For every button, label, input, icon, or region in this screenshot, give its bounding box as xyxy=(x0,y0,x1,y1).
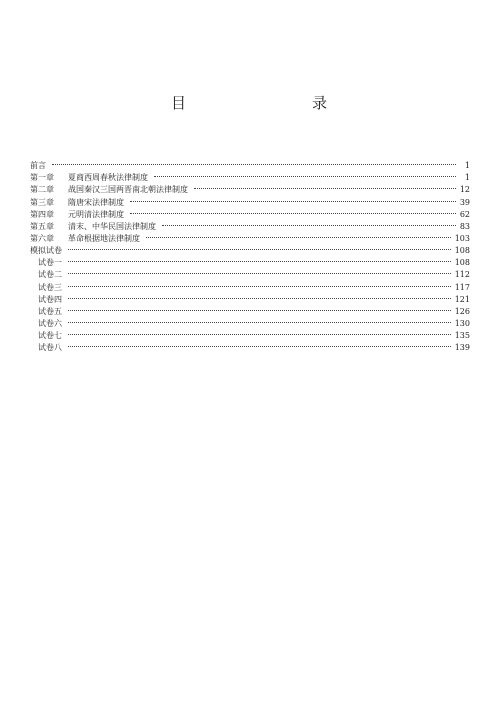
dot-leader xyxy=(146,229,451,241)
dot-leader xyxy=(68,277,451,289)
toc-entry-label xyxy=(38,306,68,318)
toc-entry-label xyxy=(38,257,68,269)
toc-chapter-title: 清末、中华民国法律制度 xyxy=(68,221,156,231)
toc-entry-label xyxy=(30,245,68,257)
toc-chapter-label: 试卷六 xyxy=(38,318,62,328)
toc-entry[interactable] xyxy=(30,241,470,256)
table-of-contents xyxy=(30,156,470,353)
toc-entry-label xyxy=(38,269,68,281)
dot-leader xyxy=(68,253,451,265)
toc-chapter-label: 第六章 xyxy=(30,233,54,243)
page-number: 117 xyxy=(454,282,470,292)
page-number: 135 xyxy=(454,331,470,341)
toc-sub-entry[interactable] xyxy=(30,314,470,326)
toc-chapter-label: 试卷七 xyxy=(38,331,62,341)
toc-chapter-label: 试卷一 xyxy=(38,258,62,268)
dot-leader xyxy=(154,168,456,180)
toc-entry-label xyxy=(30,221,162,233)
toc-chapter-label: 试卷四 xyxy=(38,294,62,304)
dot-leader xyxy=(68,265,451,277)
toc-entry-label xyxy=(30,209,130,221)
toc-entry[interactable] xyxy=(30,156,470,171)
page-number: 126 xyxy=(454,306,470,316)
page-number: 139 xyxy=(454,343,470,353)
page-number: 103 xyxy=(454,233,470,243)
dot-leader xyxy=(68,338,451,350)
toc-chapter-title: 革命根据地法律制度 xyxy=(68,233,140,243)
toc-chapter-title: 夏商西周春秋法律制度 xyxy=(68,173,148,183)
toc-sub-entry[interactable] xyxy=(30,326,470,341)
toc-chapter-label: 试卷二 xyxy=(38,270,62,280)
toc-entry-label xyxy=(30,197,130,209)
page-number: 1 xyxy=(464,173,470,183)
page-number: 83 xyxy=(459,221,470,231)
dot-leader xyxy=(52,156,456,168)
dot-leader xyxy=(162,217,456,229)
toc-sub-entry[interactable] xyxy=(30,338,470,353)
page-number: 108 xyxy=(454,258,470,268)
toc-chapter-label: 第五章 xyxy=(30,221,54,231)
toc-entry-label xyxy=(38,294,68,306)
page-number: 39 xyxy=(459,197,470,207)
page-number: 108 xyxy=(454,246,470,256)
toc-entry[interactable] xyxy=(30,168,470,183)
toc-chapter-label: 试卷八 xyxy=(38,343,62,353)
toc-sub-entry[interactable] xyxy=(30,265,470,280)
toc-chapter-title: 战国秦汉三国两晋南北朝法律制度 xyxy=(68,185,188,195)
dot-leader xyxy=(68,241,451,253)
toc-chapter-label: 试卷五 xyxy=(38,306,62,316)
toc-entry-label xyxy=(38,330,68,342)
page-number: 12 xyxy=(459,185,470,195)
toc-chapter-label: 第一章 xyxy=(30,173,54,183)
toc-chapter-label: 第三章 xyxy=(30,197,54,207)
toc-chapter-label: 模拟试卷 xyxy=(30,246,62,256)
page-number: 62 xyxy=(459,209,470,219)
page-number: 121 xyxy=(454,294,470,304)
page-number: 1 xyxy=(464,161,470,171)
dot-leader xyxy=(68,326,451,338)
toc-chapter-label: 第四章 xyxy=(30,209,54,219)
toc-chapter-label: 试卷三 xyxy=(38,282,62,292)
dot-leader xyxy=(130,192,456,204)
dot-leader xyxy=(68,290,451,302)
toc-entry-label xyxy=(38,342,68,354)
toc-entry-label xyxy=(38,318,68,330)
toc-entry-label xyxy=(30,160,52,172)
toc-sub-entry[interactable] xyxy=(30,253,470,268)
page-title: 目 录 xyxy=(170,94,359,112)
page-number: 130 xyxy=(454,318,470,328)
toc-entry-label xyxy=(30,172,154,184)
toc-sub-entry[interactable] xyxy=(30,302,470,314)
toc-sub-entry[interactable] xyxy=(30,290,470,302)
toc-chapter-label: 前言 xyxy=(30,161,46,171)
dot-leader xyxy=(68,314,451,326)
dot-leader xyxy=(194,180,456,192)
toc-chapter-title: 隋唐宋法律制度 xyxy=(68,197,124,207)
dot-leader xyxy=(68,302,451,314)
page-number: 112 xyxy=(454,270,470,280)
dot-leader xyxy=(130,205,456,217)
toc-chapter-label: 第二章 xyxy=(30,185,54,195)
toc-chapter-title: 元明清法律制度 xyxy=(68,209,124,219)
toc-entry-label xyxy=(38,282,68,294)
toc-sub-entry[interactable] xyxy=(30,277,470,292)
